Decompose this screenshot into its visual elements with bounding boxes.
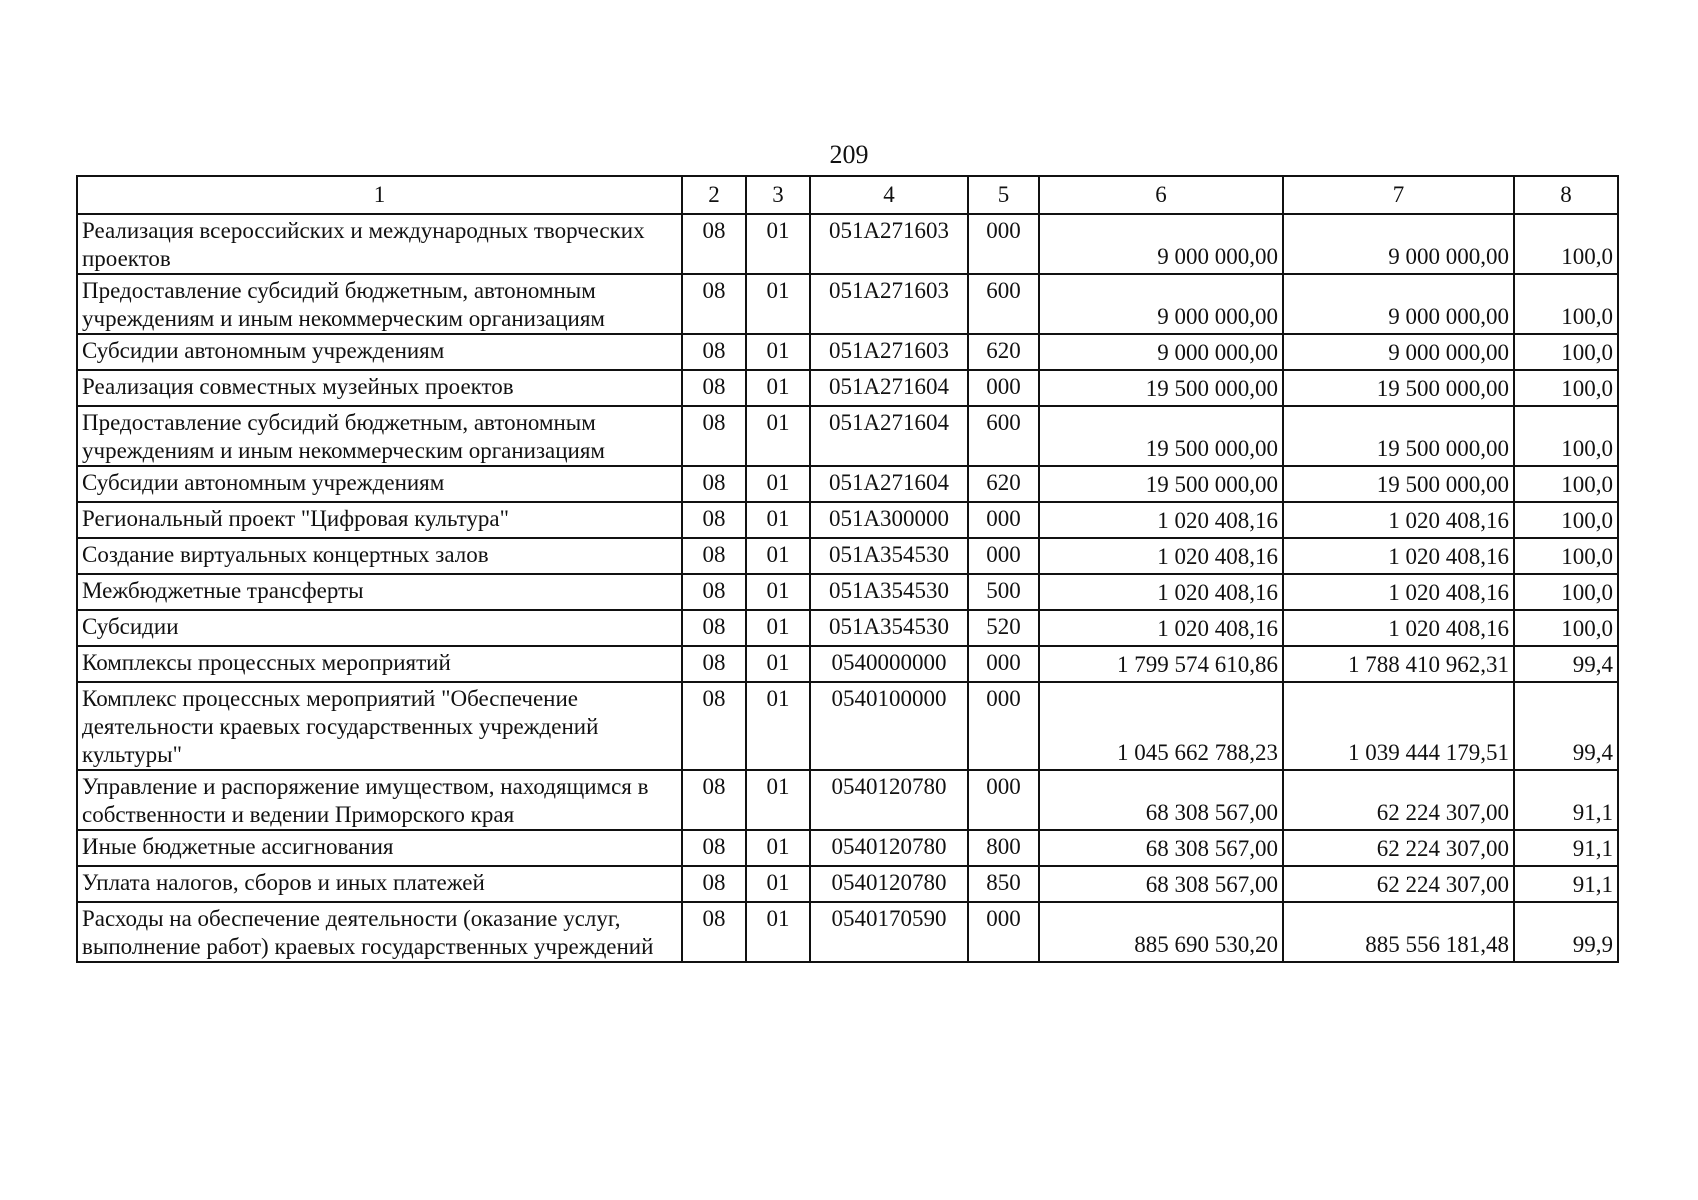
section-code: 08: [682, 370, 746, 406]
header-cell-4: 4: [810, 176, 968, 214]
target-item-code: 051A271604: [810, 370, 968, 406]
subsection-code: 01: [746, 770, 810, 830]
percent-col-8: 91,1: [1514, 770, 1618, 830]
amount-col-6: 19 500 000,00: [1039, 370, 1283, 406]
amount-col-7: 9 000 000,00: [1283, 274, 1514, 334]
expense-name: Субсидии автономным учреждениям: [77, 334, 682, 370]
expense-name: Создание виртуальных концертных залов: [77, 538, 682, 574]
amount-col-7: 1 020 408,16: [1283, 538, 1514, 574]
percent-col-8: 91,1: [1514, 866, 1618, 902]
subsection-code: 01: [746, 830, 810, 866]
percent-col-8: 99,4: [1514, 682, 1618, 770]
expense-type-code: 000: [968, 214, 1039, 274]
target-item-code: 0540170590: [810, 902, 968, 962]
percent-col-8: 100,0: [1514, 574, 1618, 610]
target-item-code: 051A271604: [810, 406, 968, 466]
section-code: 08: [682, 574, 746, 610]
amount-col-7: 885 556 181,48: [1283, 902, 1514, 962]
amount-col-6: 1 020 408,16: [1039, 538, 1283, 574]
subsection-code: 01: [746, 214, 810, 274]
percent-col-8: 100,0: [1514, 538, 1618, 574]
section-code: 08: [682, 538, 746, 574]
amount-col-7: 1 020 408,16: [1283, 610, 1514, 646]
table-row: [77, 334, 1618, 370]
target-item-code: 051A271604: [810, 466, 968, 502]
expense-type-code: 850: [968, 866, 1039, 902]
target-item-code: 051A300000: [810, 502, 968, 538]
expense-type-code: 600: [968, 274, 1039, 334]
section-code: 08: [682, 902, 746, 962]
amount-col-6: 68 308 567,00: [1039, 770, 1283, 830]
amount-col-7: 1 020 408,16: [1283, 502, 1514, 538]
subsection-code: 01: [746, 274, 810, 334]
expense-type-code: 000: [968, 646, 1039, 682]
expense-name: Межбюджетные трансферты: [77, 574, 682, 610]
amount-col-6: 19 500 000,00: [1039, 466, 1283, 502]
expense-name: Субсидии автономным учреждениям: [77, 466, 682, 502]
percent-col-8: 100,0: [1514, 370, 1618, 406]
percent-col-8: 100,0: [1514, 466, 1618, 502]
expense-name: Уплата налогов, сборов и иных платежей: [77, 866, 682, 902]
subsection-code: 01: [746, 370, 810, 406]
expense-name: Субсидии: [77, 610, 682, 646]
page-number: 209: [829, 140, 869, 169]
table-row: [77, 866, 1618, 902]
percent-col-8: 100,0: [1514, 274, 1618, 334]
table-row: [77, 574, 1618, 610]
amount-col-6: 19 500 000,00: [1039, 406, 1283, 466]
amount-col-7: 19 500 000,00: [1283, 370, 1514, 406]
amount-col-6: 1 045 662 788,23: [1039, 682, 1283, 770]
target-item-code: 0540100000: [810, 682, 968, 770]
table-row: [77, 610, 1618, 646]
header-row: [77, 176, 1618, 214]
target-item-code: 0540120780: [810, 866, 968, 902]
section-code: 08: [682, 610, 746, 646]
table-row: [77, 538, 1618, 574]
table-row: [77, 406, 1618, 466]
target-item-code: 051A354530: [810, 610, 968, 646]
subsection-code: 01: [746, 334, 810, 370]
amount-col-7: 62 224 307,00: [1283, 866, 1514, 902]
expense-type-code: 000: [968, 538, 1039, 574]
section-code: 08: [682, 830, 746, 866]
amount-col-6: 1 020 408,16: [1039, 574, 1283, 610]
amount-col-6: 1 020 408,16: [1039, 502, 1283, 538]
amount-col-7: 1 039 444 179,51: [1283, 682, 1514, 770]
subsection-code: 01: [746, 682, 810, 770]
section-code: 08: [682, 406, 746, 466]
expense-name: Региональный проект "Цифровая культура": [77, 502, 682, 538]
section-code: 08: [682, 682, 746, 770]
expense-type-code: 620: [968, 466, 1039, 502]
table-row: [77, 646, 1618, 682]
expense-name: Комплексы процессных мероприятий: [77, 646, 682, 682]
header-cell-1: 1: [77, 176, 682, 214]
amount-col-6: 885 690 530,20: [1039, 902, 1283, 962]
subsection-code: 01: [746, 406, 810, 466]
table-row: [77, 682, 1618, 770]
expense-type-code: 000: [968, 682, 1039, 770]
percent-col-8: 99,9: [1514, 902, 1618, 962]
amount-col-7: 1 020 408,16: [1283, 574, 1514, 610]
subsection-code: 01: [746, 902, 810, 962]
expense-name: Иные бюджетные ассигнования: [77, 830, 682, 866]
amount-col-7: 9 000 000,00: [1283, 214, 1514, 274]
amount-col-6: 68 308 567,00: [1039, 830, 1283, 866]
target-item-code: 051A271603: [810, 274, 968, 334]
section-code: 08: [682, 334, 746, 370]
subsection-code: 01: [746, 466, 810, 502]
percent-col-8: 100,0: [1514, 610, 1618, 646]
target-item-code: 0540120780: [810, 770, 968, 830]
target-item-code: 0540120780: [810, 830, 968, 866]
header-cell-6: 6: [1039, 176, 1283, 214]
amount-col-7: 19 500 000,00: [1283, 406, 1514, 466]
percent-col-8: 91,1: [1514, 830, 1618, 866]
amount-col-7: 9 000 000,00: [1283, 334, 1514, 370]
table-row: [77, 274, 1618, 334]
amount-col-7: 62 224 307,00: [1283, 830, 1514, 866]
expense-type-code: 000: [968, 502, 1039, 538]
expense-name: Комплекс процессных мероприятий "Обеспечение деятельности краевых государственных учреждений культуры": [77, 682, 682, 770]
section-code: 08: [682, 770, 746, 830]
header-cell-8: 8: [1514, 176, 1618, 214]
expense-type-code: 520: [968, 610, 1039, 646]
amount-col-6: 9 000 000,00: [1039, 334, 1283, 370]
expense-type-code: 600: [968, 406, 1039, 466]
table-row: [77, 902, 1618, 962]
subsection-code: 01: [746, 646, 810, 682]
table-row: [77, 466, 1618, 502]
expense-type-code: 500: [968, 574, 1039, 610]
amount-col-7: 62 224 307,00: [1283, 770, 1514, 830]
expense-name: Управление и распоряжение имуществом, находящимся в собственности и ведении Приморского края: [77, 770, 682, 830]
expense-type-code: 000: [968, 770, 1039, 830]
subsection-code: 01: [746, 866, 810, 902]
amount-col-6: 9 000 000,00: [1039, 274, 1283, 334]
subsection-code: 01: [746, 574, 810, 610]
section-code: 08: [682, 274, 746, 334]
section-code: 08: [682, 646, 746, 682]
header-cell-5: 5: [968, 176, 1039, 214]
expense-type-code: 800: [968, 830, 1039, 866]
header-cell-2: 2: [682, 176, 746, 214]
expense-name: Предоставление субсидий бюджетным, автономным учреждениям и иным некоммерческим организациям: [77, 406, 682, 466]
target-item-code: 051A354530: [810, 574, 968, 610]
expense-name: Расходы на обеспечение деятельности (оказание услуг, выполнение работ) краевых государственных учреждений: [77, 902, 682, 962]
amount-col-7: 19 500 000,00: [1283, 466, 1514, 502]
table-header: [77, 176, 1618, 214]
subsection-code: 01: [746, 610, 810, 646]
percent-col-8: 100,0: [1514, 502, 1618, 538]
table-row: [77, 502, 1618, 538]
subsection-code: 01: [746, 502, 810, 538]
header-cell-3: 3: [746, 176, 810, 214]
target-item-code: 051A354530: [810, 538, 968, 574]
section-code: 08: [682, 214, 746, 274]
section-code: 08: [682, 466, 746, 502]
percent-col-8: 100,0: [1514, 406, 1618, 466]
amount-col-6: 1 799 574 610,86: [1039, 646, 1283, 682]
table-body: [77, 214, 1618, 962]
percent-col-8: 100,0: [1514, 214, 1618, 274]
expense-type-code: 000: [968, 370, 1039, 406]
budget-table: [76, 175, 1619, 963]
percent-col-8: 100,0: [1514, 334, 1618, 370]
target-item-code: 051A271603: [810, 214, 968, 274]
header-cell-7: 7: [1283, 176, 1514, 214]
expense-type-code: 620: [968, 334, 1039, 370]
amount-col-6: 9 000 000,00: [1039, 214, 1283, 274]
target-item-code: 0540000000: [810, 646, 968, 682]
expense-name: Реализация совместных музейных проектов: [77, 370, 682, 406]
expense-name: Предоставление субсидий бюджетным, автономным учреждениям и иным некоммерческим организациям: [77, 274, 682, 334]
amount-col-7: 1 788 410 962,31: [1283, 646, 1514, 682]
section-code: 08: [682, 866, 746, 902]
subsection-code: 01: [746, 538, 810, 574]
section-code: 08: [682, 502, 746, 538]
table-row: [77, 214, 1618, 274]
amount-col-6: 68 308 567,00: [1039, 866, 1283, 902]
table-row: [77, 830, 1618, 866]
table-row: [77, 770, 1618, 830]
expense-name: Реализация всероссийских и международных творческих проектов: [77, 214, 682, 274]
expense-type-code: 000: [968, 902, 1039, 962]
percent-col-8: 99,4: [1514, 646, 1618, 682]
table-row: [77, 370, 1618, 406]
amount-col-6: 1 020 408,16: [1039, 610, 1283, 646]
target-item-code: 051A271603: [810, 334, 968, 370]
